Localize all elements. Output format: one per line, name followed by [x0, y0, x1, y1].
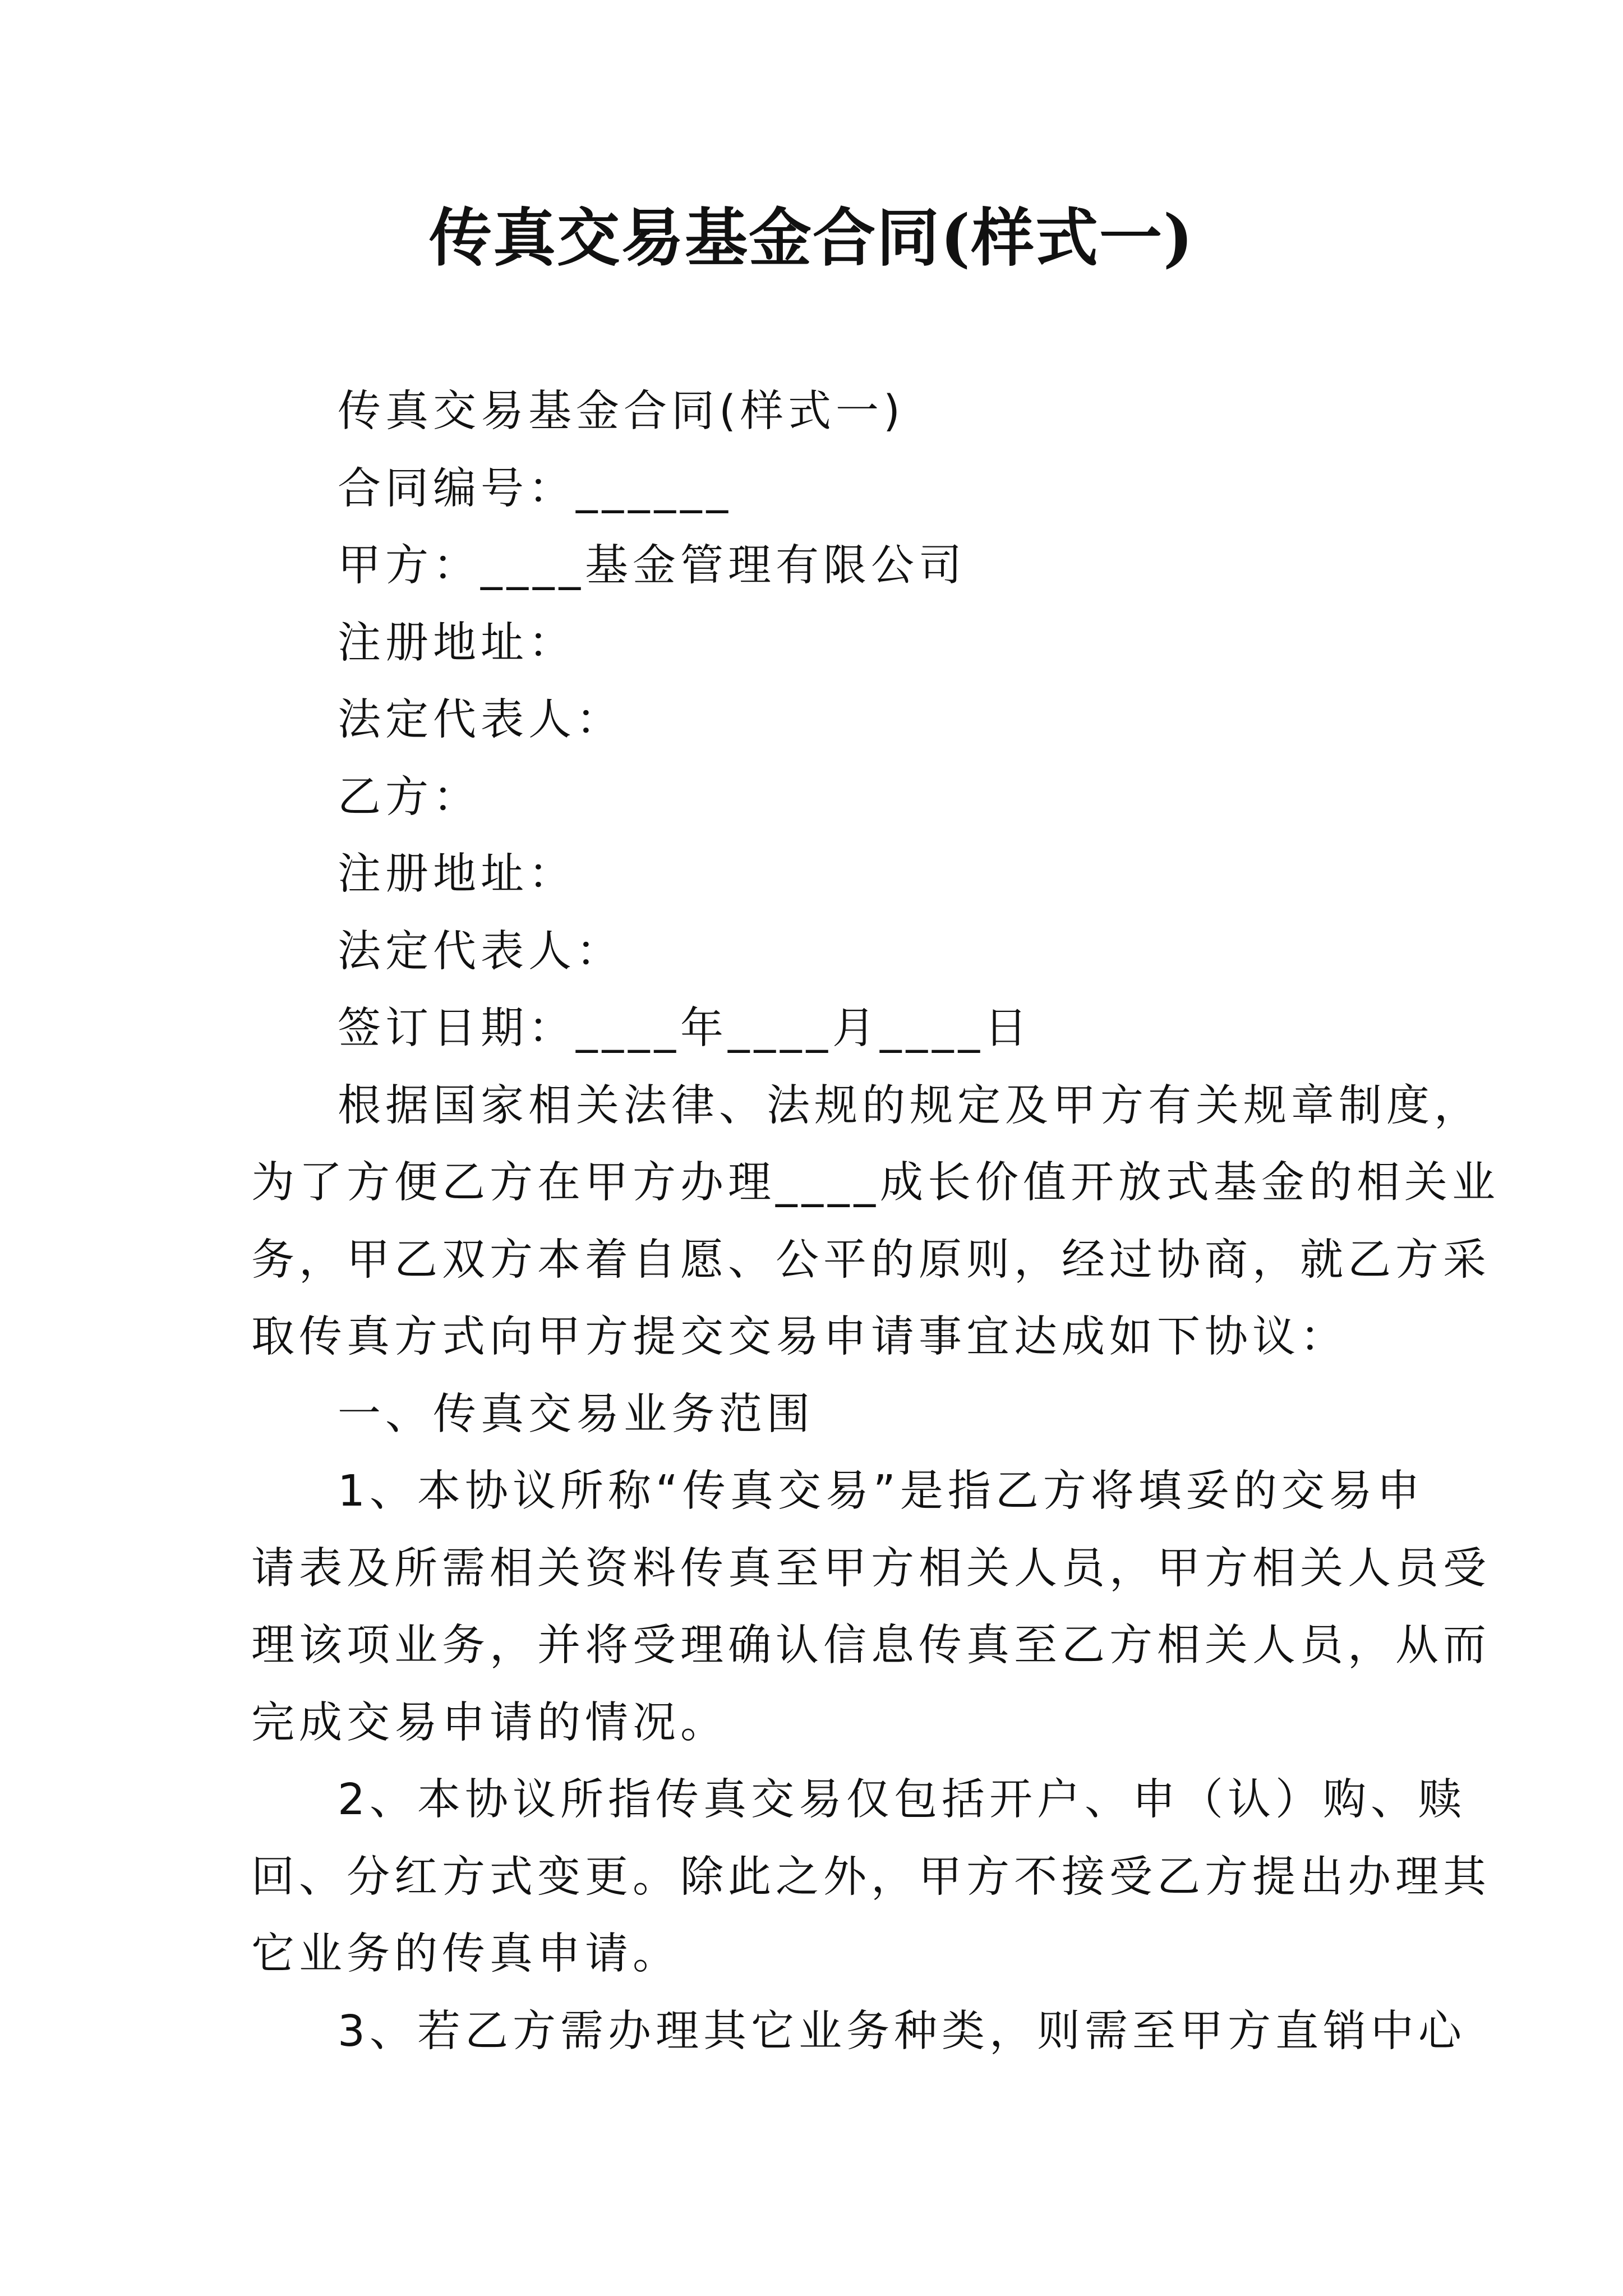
clause-2-line: 回、分红方式变更。除此之外，甲方不接受乙方提出办理其	[251, 1852, 1491, 1902]
clause-2-line: 它业务的传真申请。	[251, 1929, 680, 1979]
party-a-representative-line: 法定代表人：	[338, 695, 624, 745]
signing-date-line: 签订日期：____年____月____日	[338, 1004, 1032, 1053]
party-b-representative-line: 法定代表人：	[338, 926, 624, 977]
clause-3-line: 3、若乙方需办理其它业务种类，则需至甲方直销中心	[338, 2006, 1466, 2056]
party-a-address-line: 注册地址：	[338, 618, 576, 668]
preamble-line: 为了方便乙方在甲方办理____成长价值开放式基金的相关业	[251, 1158, 1500, 1208]
document-title: 传真交易基金合同(样式一)	[429, 201, 1194, 275]
clause-1-line: 理该项业务，并将受理确认信息传真至乙方相关人员，从而	[251, 1621, 1491, 1671]
party-b-address-line: 注册地址：	[338, 849, 576, 899]
party-a-line: 甲方：____基金管理有限公司	[338, 541, 966, 591]
clause-2-line: 2、本协议所指传真交易仅包括开户、申（认）购、赎	[338, 1775, 1466, 1825]
clause-1-line: 请表及所需相关资料传真至甲方相关人员，甲方相关人员受	[251, 1543, 1491, 1594]
clause-1-line: 完成交易申请的情况。	[251, 1697, 728, 1748]
preamble-line: 务，甲乙双方本着自愿、公平的原则，经过协商，就乙方采	[251, 1235, 1491, 1285]
subtitle-line: 传真交易基金合同(样式一)	[338, 386, 905, 436]
preamble-line: 取传真方式向甲方提交交易申请事宜达成如下协议：	[251, 1312, 1348, 1362]
preamble-line: 根据国家相关法律、法规的规定及甲方有关规章制度，	[338, 1080, 1482, 1131]
party-b-line: 乙方：	[338, 772, 481, 822]
contract-number-line: 合同编号：______	[338, 463, 732, 514]
clause-1-line: 1、本协议所称“传真交易”是指乙方将填妥的交易申	[338, 1466, 1424, 1516]
document-body	[251, 373, 1500, 2070]
section-heading: 一、传真交易业务范围	[338, 1389, 814, 1439]
